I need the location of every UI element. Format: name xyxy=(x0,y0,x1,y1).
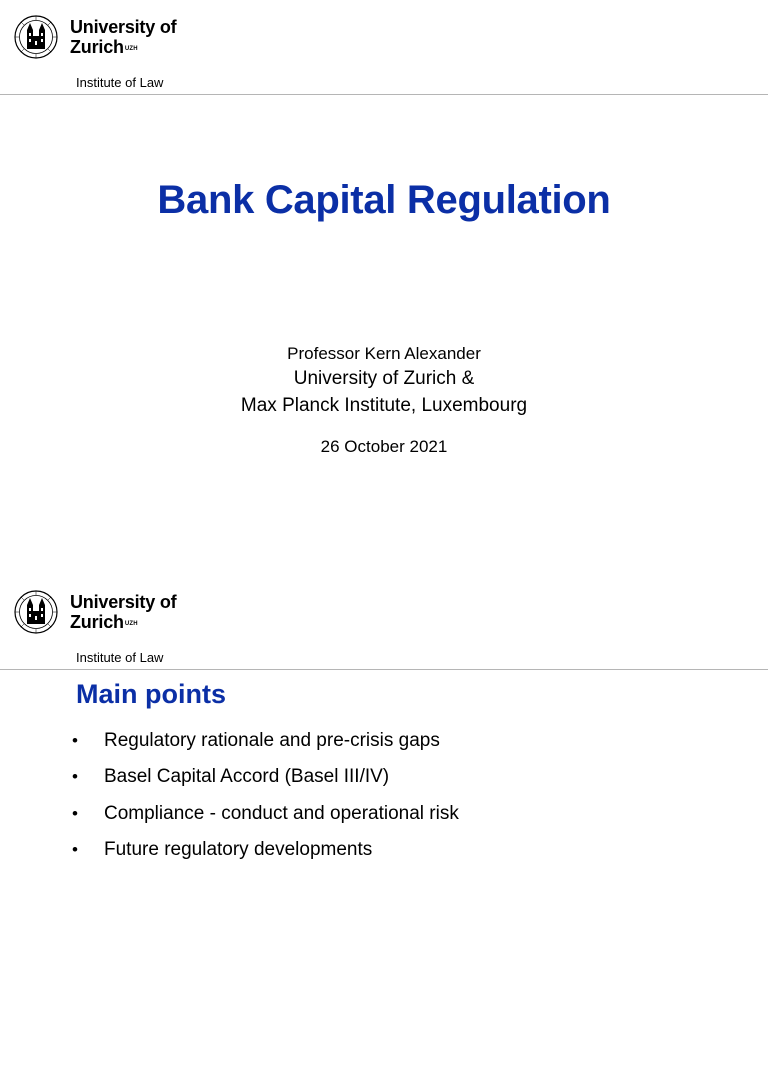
title-slide xyxy=(0,0,768,512)
university-name xyxy=(70,17,176,57)
bullet-text: Regulatory rationale and pre-crisis gaps xyxy=(104,730,440,751)
list-item xyxy=(72,730,459,766)
institute-label: Institute of Law xyxy=(76,75,164,90)
university-seal-icon xyxy=(14,590,58,634)
slide-heading: Main points xyxy=(76,679,226,709)
bullet-list xyxy=(72,730,459,875)
zurich-text: Zurich xyxy=(70,612,124,632)
bullet-text: Compliance - conduct and operational risk xyxy=(104,802,459,824)
presentation-date: 26 October 2021 xyxy=(320,437,448,456)
university-name-line1: University of xyxy=(70,592,177,612)
author-name: Professor Kern Alexander xyxy=(287,344,481,363)
bullet-icon: • xyxy=(72,767,78,787)
bullet-text: Basel Capital Accord (Basel III/IV) xyxy=(104,766,390,788)
header-divider xyxy=(0,94,768,95)
university-name xyxy=(70,592,176,632)
bullet-icon: • xyxy=(72,731,78,750)
university-name-line2 xyxy=(70,612,176,632)
affiliation-line-2: Max Planck Institute, Luxembourg xyxy=(240,395,528,416)
list-item xyxy=(72,803,459,839)
institute-label: Institute of Law xyxy=(76,650,164,665)
slide-title: Bank Capital Regulation xyxy=(157,178,611,222)
university-seal-icon xyxy=(14,15,58,59)
main-points-slide xyxy=(0,575,768,1087)
uzh-superscript: UZH xyxy=(124,46,138,52)
bullet-icon: • xyxy=(72,839,78,859)
list-item xyxy=(72,839,459,875)
affiliation-line-1: University of Zurich & xyxy=(293,368,475,389)
list-item xyxy=(72,766,459,802)
university-name-line2 xyxy=(70,37,176,57)
bullet-icon: • xyxy=(72,803,78,823)
bullet-text: Future regulatory developments xyxy=(104,838,373,860)
zurich-text: Zurich xyxy=(70,37,124,57)
university-name-line1: University of xyxy=(70,17,177,37)
uzh-superscript: UZH xyxy=(124,621,138,627)
university-logo xyxy=(14,14,176,60)
university-logo xyxy=(14,589,176,635)
header-divider xyxy=(0,669,768,670)
